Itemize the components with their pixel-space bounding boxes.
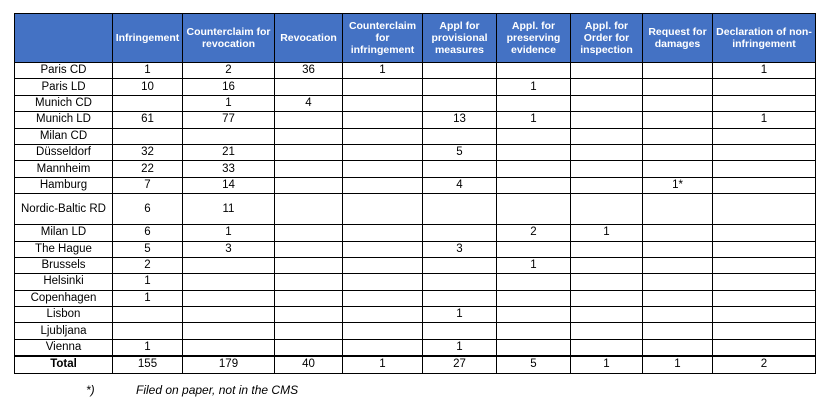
total-preserving-evidence: 5 <box>497 356 571 373</box>
cell-order-inspection <box>571 161 643 177</box>
court-name-cell: Nordic-Baltic RD <box>15 194 113 225</box>
table-row <box>15 144 816 160</box>
cell-preserving-evidence <box>497 339 571 356</box>
cell-revocation <box>275 290 343 306</box>
cell-provisional-measures: 1 <box>423 307 497 323</box>
cell-counterclaim-infringement <box>343 339 423 356</box>
total-row <box>15 356 816 373</box>
cell-provisional-measures <box>423 225 497 241</box>
cell-counterclaim-infringement <box>343 225 423 241</box>
total-counterclaim-revocation: 179 <box>183 356 275 373</box>
court-name-cell: Düsseldorf <box>15 144 113 160</box>
cell-counterclaim-revocation <box>183 257 275 273</box>
cell-counterclaim-infringement <box>343 257 423 273</box>
cell-preserving-evidence <box>497 290 571 306</box>
footnote-text: Filed on paper, not in the CMS <box>136 383 299 397</box>
cell-order-inspection <box>571 112 643 128</box>
footnote-mark: *) <box>86 383 95 397</box>
cell-preserving-evidence <box>497 177 571 193</box>
cell-counterclaim-infringement <box>343 112 423 128</box>
cell-preserving-evidence: 1 <box>497 79 571 95</box>
cell-provisional-measures <box>423 161 497 177</box>
cell-infringement: 2 <box>113 257 183 273</box>
cell-revocation <box>275 177 343 193</box>
cell-request-damages <box>643 79 713 95</box>
cell-provisional-measures <box>423 323 497 339</box>
cell-infringement: 1 <box>113 339 183 356</box>
cell-preserving-evidence <box>497 95 571 111</box>
cell-provisional-measures <box>423 290 497 306</box>
cell-counterclaim-revocation <box>183 323 275 339</box>
header-infringement: Infringement <box>113 14 183 63</box>
total-order-inspection: 1 <box>571 356 643 373</box>
cell-order-inspection: 1 <box>571 225 643 241</box>
cell-revocation <box>275 257 343 273</box>
cell-infringement <box>113 95 183 111</box>
table-row <box>15 241 816 257</box>
cell-counterclaim-infringement <box>343 144 423 160</box>
cell-non-infringement <box>713 161 816 177</box>
cell-provisional-measures: 4 <box>423 177 497 193</box>
total-revocation: 40 <box>275 356 343 373</box>
total-provisional-measures: 27 <box>423 356 497 373</box>
table-row <box>15 95 816 111</box>
cell-preserving-evidence <box>497 144 571 160</box>
table-row <box>15 177 816 193</box>
cell-counterclaim-revocation: 11 <box>183 194 275 225</box>
cell-non-infringement <box>713 95 816 111</box>
cell-non-infringement <box>713 79 816 95</box>
header-corner <box>15 14 113 63</box>
cell-request-damages: 1* <box>643 177 713 193</box>
cell-counterclaim-infringement <box>343 323 423 339</box>
table-row <box>15 128 816 144</box>
cell-request-damages <box>643 161 713 177</box>
header-revocation: Revocation <box>275 14 343 63</box>
header-order-inspection: Appl. for Order for inspection <box>571 14 643 63</box>
cell-order-inspection <box>571 144 643 160</box>
cell-order-inspection <box>571 241 643 257</box>
cell-counterclaim-infringement <box>343 194 423 225</box>
court-name-cell: Hamburg <box>15 177 113 193</box>
cell-preserving-evidence <box>497 161 571 177</box>
table-row <box>15 323 816 339</box>
cell-provisional-measures <box>423 95 497 111</box>
cell-provisional-measures <box>423 79 497 95</box>
table-row <box>15 307 816 323</box>
header-counterclaim-revocation: Counterclaim for revocation <box>183 14 275 63</box>
cell-counterclaim-infringement <box>343 161 423 177</box>
cell-preserving-evidence: 2 <box>497 225 571 241</box>
cell-preserving-evidence <box>497 274 571 290</box>
cell-provisional-measures <box>423 274 497 290</box>
cell-request-damages <box>643 95 713 111</box>
cell-request-damages <box>643 225 713 241</box>
cell-revocation <box>275 161 343 177</box>
court-name-cell: Lisbon <box>15 307 113 323</box>
cell-order-inspection <box>571 257 643 273</box>
cell-non-infringement: 1 <box>713 112 816 128</box>
cell-infringement: 1 <box>113 63 183 79</box>
total-counterclaim-infringement: 1 <box>343 356 423 373</box>
table-row <box>15 225 816 241</box>
cell-non-infringement <box>713 339 816 356</box>
cell-preserving-evidence: 1 <box>497 112 571 128</box>
cell-provisional-measures <box>423 128 497 144</box>
header-counterclaim-infringement: Counterclaim for infringement <box>343 14 423 63</box>
cell-infringement: 22 <box>113 161 183 177</box>
cell-preserving-evidence <box>497 323 571 339</box>
cell-revocation: 4 <box>275 95 343 111</box>
court-name-cell: Brussels <box>15 257 113 273</box>
header-provisional-measures: Appl for provisional measures <box>423 14 497 63</box>
cell-counterclaim-revocation <box>183 274 275 290</box>
table-row <box>15 161 816 177</box>
cell-provisional-measures <box>423 194 497 225</box>
cell-request-damages <box>643 274 713 290</box>
cell-non-infringement <box>713 241 816 257</box>
court-name-cell: Paris CD <box>15 63 113 79</box>
court-name-cell: Paris LD <box>15 79 113 95</box>
cell-non-infringement <box>713 177 816 193</box>
cell-non-infringement <box>713 274 816 290</box>
cell-counterclaim-infringement <box>343 274 423 290</box>
cell-infringement: 10 <box>113 79 183 95</box>
court-name-cell: Munich CD <box>15 95 113 111</box>
cell-counterclaim-revocation: 3 <box>183 241 275 257</box>
cell-revocation <box>275 274 343 290</box>
cell-non-infringement <box>713 307 816 323</box>
cell-revocation <box>275 194 343 225</box>
total-request-damages: 1 <box>643 356 713 373</box>
court-name-cell: Ljubljana <box>15 323 113 339</box>
cell-provisional-measures <box>423 63 497 79</box>
cell-counterclaim-infringement <box>343 128 423 144</box>
court-name-cell: Mannheim <box>15 161 113 177</box>
cell-order-inspection <box>571 63 643 79</box>
cell-counterclaim-revocation: 1 <box>183 225 275 241</box>
court-statistics-table <box>14 13 816 374</box>
table-row <box>15 290 816 306</box>
cell-non-infringement <box>713 257 816 273</box>
cell-infringement: 61 <box>113 112 183 128</box>
cell-counterclaim-infringement <box>343 79 423 95</box>
cell-counterclaim-infringement <box>343 307 423 323</box>
cell-provisional-measures <box>423 257 497 273</box>
court-name-cell: Copenhagen <box>15 290 113 306</box>
cell-preserving-evidence <box>497 63 571 79</box>
cell-counterclaim-revocation: 1 <box>183 95 275 111</box>
table-row <box>15 274 816 290</box>
cell-counterclaim-infringement <box>343 177 423 193</box>
table-row <box>15 194 816 225</box>
cell-non-infringement <box>713 323 816 339</box>
cell-counterclaim-infringement <box>343 241 423 257</box>
cell-order-inspection <box>571 307 643 323</box>
cell-revocation <box>275 128 343 144</box>
cell-request-damages <box>643 194 713 225</box>
cell-request-damages <box>643 290 713 306</box>
cell-non-infringement <box>713 144 816 160</box>
cell-revocation <box>275 307 343 323</box>
cell-counterclaim-revocation: 77 <box>183 112 275 128</box>
cell-non-infringement <box>713 128 816 144</box>
cell-revocation: 36 <box>275 63 343 79</box>
cell-counterclaim-infringement: 1 <box>343 63 423 79</box>
cell-preserving-evidence: 1 <box>497 257 571 273</box>
cell-request-damages <box>643 128 713 144</box>
cell-order-inspection <box>571 194 643 225</box>
court-name-cell: Munich LD <box>15 112 113 128</box>
cell-request-damages <box>643 112 713 128</box>
cell-counterclaim-revocation: 14 <box>183 177 275 193</box>
cell-counterclaim-infringement <box>343 290 423 306</box>
cell-infringement <box>113 323 183 339</box>
cell-request-damages <box>643 257 713 273</box>
court-name-cell: The Hague <box>15 241 113 257</box>
cell-counterclaim-revocation <box>183 290 275 306</box>
cell-order-inspection <box>571 290 643 306</box>
court-name-cell: Vienna <box>15 339 113 356</box>
cell-revocation <box>275 241 343 257</box>
cell-preserving-evidence <box>497 128 571 144</box>
cell-counterclaim-revocation <box>183 339 275 356</box>
cell-infringement <box>113 128 183 144</box>
cell-revocation <box>275 112 343 128</box>
court-name-cell: Helsinki <box>15 274 113 290</box>
table-row <box>15 79 816 95</box>
footnote <box>0 382 830 398</box>
cell-request-damages <box>643 144 713 160</box>
header-request-damages: Request for damages <box>643 14 713 63</box>
cell-request-damages <box>643 241 713 257</box>
table-body <box>15 63 816 374</box>
cell-order-inspection <box>571 79 643 95</box>
cell-revocation <box>275 225 343 241</box>
total-label: Total <box>15 356 113 373</box>
cell-infringement: 1 <box>113 274 183 290</box>
cell-preserving-evidence <box>497 194 571 225</box>
cell-order-inspection <box>571 339 643 356</box>
cell-provisional-measures: 1 <box>423 339 497 356</box>
cell-revocation <box>275 144 343 160</box>
cell-non-infringement <box>713 290 816 306</box>
cell-revocation <box>275 79 343 95</box>
cell-request-damages <box>643 339 713 356</box>
cell-revocation <box>275 339 343 356</box>
table-row <box>15 63 816 79</box>
total-infringement: 155 <box>113 356 183 373</box>
cell-counterclaim-revocation: 33 <box>183 161 275 177</box>
cell-non-infringement: 1 <box>713 63 816 79</box>
cell-counterclaim-revocation: 2 <box>183 63 275 79</box>
header-row <box>15 14 816 63</box>
cell-infringement <box>113 307 183 323</box>
cell-order-inspection <box>571 323 643 339</box>
court-name-cell: Milan CD <box>15 128 113 144</box>
cell-request-damages <box>643 323 713 339</box>
cell-non-infringement <box>713 194 816 225</box>
cell-order-inspection <box>571 128 643 144</box>
cell-infringement: 5 <box>113 241 183 257</box>
cell-infringement: 6 <box>113 225 183 241</box>
cell-non-infringement <box>713 225 816 241</box>
cell-counterclaim-revocation <box>183 307 275 323</box>
court-name-cell: Milan LD <box>15 225 113 241</box>
cell-preserving-evidence <box>497 241 571 257</box>
cell-provisional-measures: 5 <box>423 144 497 160</box>
cell-infringement: 1 <box>113 290 183 306</box>
cell-infringement: 6 <box>113 194 183 225</box>
cell-provisional-measures: 13 <box>423 112 497 128</box>
cell-revocation <box>275 323 343 339</box>
total-non-infringement: 2 <box>713 356 816 373</box>
cell-order-inspection <box>571 95 643 111</box>
cell-preserving-evidence <box>497 307 571 323</box>
header-preserving-evidence: Appl. for preserving evidence <box>497 14 571 63</box>
table-row <box>15 339 816 356</box>
table-row <box>15 257 816 273</box>
cell-request-damages <box>643 307 713 323</box>
cell-counterclaim-revocation <box>183 128 275 144</box>
cell-counterclaim-revocation: 21 <box>183 144 275 160</box>
cell-request-damages <box>643 63 713 79</box>
cell-counterclaim-revocation: 16 <box>183 79 275 95</box>
cell-infringement: 7 <box>113 177 183 193</box>
cell-order-inspection <box>571 177 643 193</box>
cell-provisional-measures: 3 <box>423 241 497 257</box>
cell-order-inspection <box>571 274 643 290</box>
cell-infringement: 32 <box>113 144 183 160</box>
cell-counterclaim-infringement <box>343 95 423 111</box>
table-row <box>15 112 816 128</box>
header-non-infringement: Declaration of non-infringement <box>713 14 816 63</box>
